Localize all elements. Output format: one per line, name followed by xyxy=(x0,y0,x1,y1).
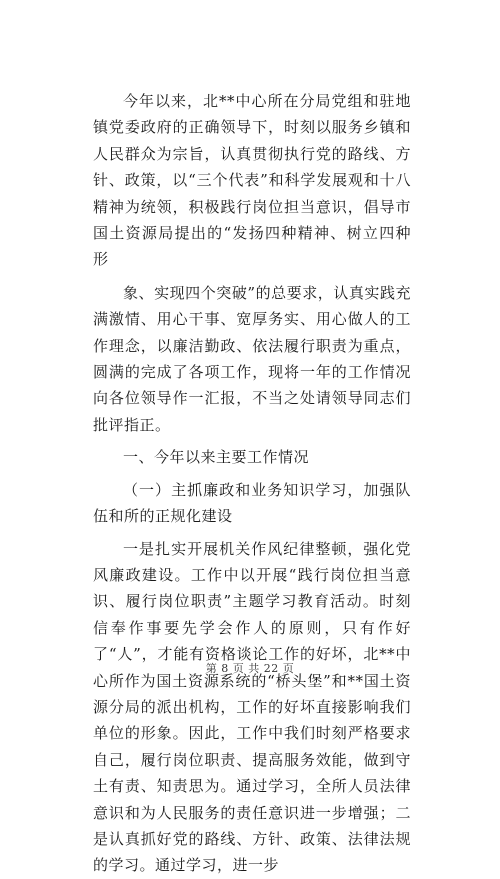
document-body xyxy=(93,88,411,879)
page-number-footer: 第 8 页 共 22 页 xyxy=(205,662,295,675)
paragraph-summary: 象、实现四个突破”的总要求，认真实践充满激情、用心干事、宽厚务实、用心做人的工作理念，以廉洁勤政、依法履行职责为重点，圆满的完成了各项工作，现将一年的工作情况向各位领导作一汇报，不当之处请领导同志们批评指正。 xyxy=(93,283,411,434)
section-heading-main-work: 一、今年以来主要工作情况 xyxy=(123,448,310,467)
paragraph-discipline-rectification: 一是扎实开展机关作风纪律整顿，强化党风廉政建设。工作中以开展“践行岗位担当意识、履行岗位职责”主题学习教育活动。时刻信奉作事要先学会作人的原则，只有作好了“人”，才能有资格谈论工作的好坏，北**中心所作为国土资源系统的“桥头堡”和**国土资源分局的派出机构，工作的好坏直接影响我们单位的形象。因此，工作中我们时刻严格要求自己，履行岗位职责、提高服务效能，做到守土有责、知责思为。通过学习，全所人员法律意识和为人民服务的责任意识进一步增强；二是认真抓好党的路线、方针、政策、法律法规的学习。通过学习，进一步 xyxy=(93,539,411,875)
subsection-heading-integrity-study: （一）主抓廉政和业务知识学习，加强队伍和所的正规化建设 xyxy=(93,480,411,526)
paragraph-intro: 今年以来，北**中心所在分局党组和驻地镇党委政府的正确领导下，时刻以服务乡镇和人民群众为宗旨，认真贯彻执行党的路线、方针、政策，以“三个代表”和科学发展观和十八精神为统领，积极践行岗位担当意识，倡导市国土资源局提出的“发扬四种精神、树立四种形 xyxy=(93,92,411,269)
